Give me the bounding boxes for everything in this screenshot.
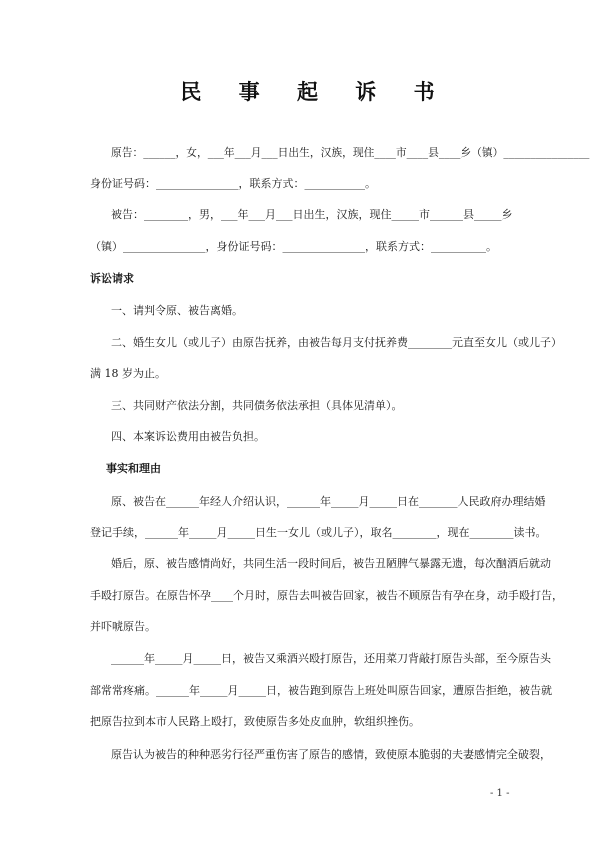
plaintiff-info-line-1: 原告：______，女，___年___月___日出生，汉族，现住____市____县____乡（镇）________________ xyxy=(111,146,590,159)
facts-line-3: 婚后，原、被告感情尚好，共同生活一段时间后，被告丑陋脾气暴露无遗，每次酗酒后就动 xyxy=(111,557,551,570)
defendant-info-line-2: （镇）_______________，身份证号码：_______________，联系方式：__________。 xyxy=(90,240,497,253)
claim-2-line-1: 二、婚生女儿（或儿子）由原告抚养，由被告每月支付抚养费________元直至女儿（或儿子） xyxy=(111,336,562,349)
claim-3: 三、共同财产依法分割，共同债务依法承担（具体见清单）。 xyxy=(111,399,403,412)
document-title: 民 事 起 诉 书 xyxy=(180,79,450,104)
facts-line-5: 并吓唬原告。 xyxy=(90,620,156,633)
claim-2-line-2: 满 18 岁为止。 xyxy=(90,367,166,380)
facts-heading: 事实和理由 xyxy=(106,462,161,475)
claim-4: 四、本案诉讼费用由被告负担。 xyxy=(111,430,265,443)
facts-line-1: 原、被告在______年经人介绍认识，______年_____月_____日在_______人民政府办理结婚 xyxy=(111,495,546,508)
plaintiff-info-line-2: 身份证号码：_______________，联系方式：___________。 xyxy=(90,177,376,190)
defendant-info-line-1: 被告：________，男，___年___月___日出生，汉族，现住_____市______县_____乡 xyxy=(111,208,513,221)
facts-line-9: 原告认为被告的种种恶劣行径严重伤害了原告的感情，致使原本脆弱的夫妻感情完全破裂， xyxy=(111,748,551,761)
page-number: - 1 - xyxy=(490,788,510,799)
claim-1: 一、请判令原、被告离婚。 xyxy=(111,304,243,317)
facts-line-4: 手殴打原告。在原告怀孕____个月时，原告去叫被告回家，被告不顾原告有孕在身，动手殴打告， xyxy=(90,589,563,602)
claims-heading: 诉讼请求 xyxy=(90,272,134,285)
facts-line-7: 部常常疼痛。______年_____月_____日，被告跑到原告上班处叫原告回家，遭原告拒绝，被告就 xyxy=(90,684,552,697)
facts-line-2: 登记手续，______年_____月_____日生一女儿（或儿子），取名________，现在________读书。 xyxy=(90,526,547,539)
facts-line-8: 把原告拉到本市人民路上殴打，致使原告多处皮血肿，软组织挫伤。 xyxy=(90,715,420,728)
facts-line-6: ______年_____月_____日，被告又乘酒兴殴打原告，还用菜刀背敲打原告头部，至今原告头 xyxy=(111,652,551,665)
